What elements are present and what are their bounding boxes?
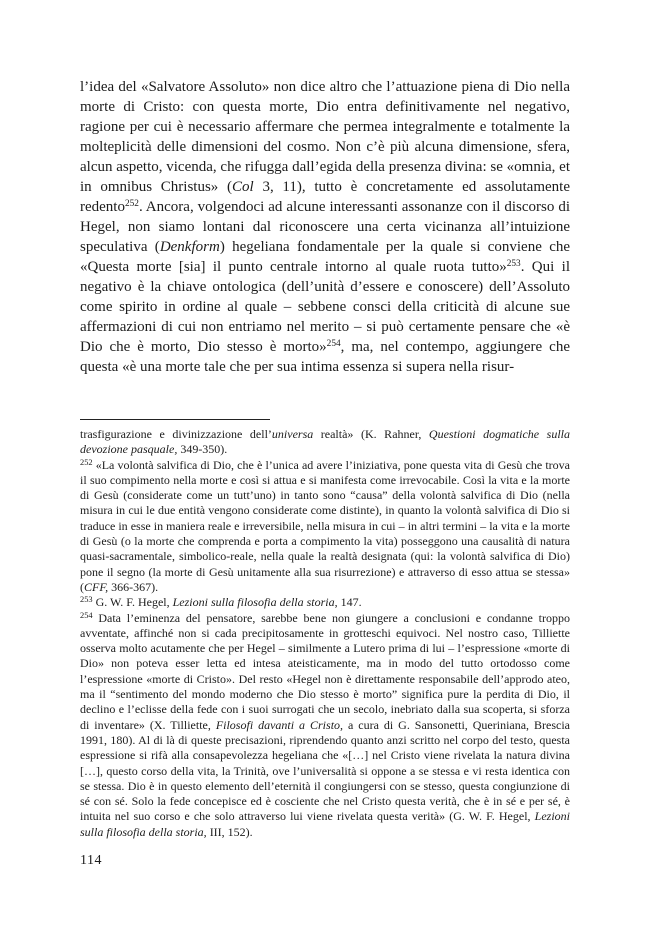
footnote-252 bbox=[80, 458, 570, 596]
body-text-segment: l’idea del «Salvatore Assoluto» non dice altro che l’attuazione piena di Dio nella morte di Cristo: con questa morte, Dio entra definitivamente nel negativo, ragione per cui è necessario affermare che permea integralmente e totalmente la molteplicità delle dimensioni del cosmo. Non c’è più alcuna dimensione, sfera, alcun aspetto, vicenda, che rifugga dall’egida della presenza divina: se «omnia, et in omnibus Christus» ( bbox=[80, 79, 570, 195]
footnote-number: 253 bbox=[80, 595, 93, 605]
page-number: 114 bbox=[80, 853, 102, 868]
body-text-segment: . Qui il negativo è la chiave ontologica (dell’unità d’essere e conoscere) dell’Assoluto come spirito in ordine al quale – sebbene consci della criticità di alcune sue affermazioni di cui non entriamo nel merito – si può certamente pensare che «è Dio che è morto, Dio stesso è morto» bbox=[80, 259, 570, 355]
footnote-text: , 147. bbox=[334, 595, 362, 610]
footnote-number: 254 bbox=[80, 610, 93, 620]
footnote-text: 349-350). bbox=[177, 442, 228, 457]
footnote-253 bbox=[80, 595, 570, 610]
footnote-continuation bbox=[80, 427, 570, 458]
footnote-254 bbox=[80, 611, 570, 840]
footnote-ref-252[interactable]: 252 bbox=[124, 198, 139, 209]
scripture-reference: Col bbox=[232, 179, 254, 195]
footnote-number: 252 bbox=[80, 457, 93, 467]
footnote-title: Lezioni sulla filosofia della storia, bbox=[80, 809, 570, 839]
italic-term: Denkform bbox=[159, 239, 220, 255]
body-text-segment: . Ancora, volgendoci ad alcune interessanti assonanze con il discorso di Hegel, non siamo lontani dal riconoscere una certa vicinanza all’intuizione speculativa ( bbox=[80, 199, 570, 255]
footnote-title: Questioni dogmatiche sulla devozione pasquale, bbox=[80, 427, 570, 457]
footnote-text: Data l’eminenza del pensatore, sarebbe bene non giungere a conclusioni e condanne troppo avventate, affinché non si cada precipitosamente in grotteschi equivoci. Nel nostro caso, Tilliette osserva molto acutamente che per Hegel – similmente a Lutero prima di lui – l’espressione «morte di Dio» non poteva esser letta ed intesa ateisticamente, ma in modo del tutto ortodosso come l’espressione «morte di Cristo». Del resto «Hegel non è direttamente responsabile dell’approdo ateo, ma il “sentimento del mondo moderno che Dio stesso è morto” significa pure la perdita di Dio, il declino e l’eclisse della fede con i suoi surrogati che un secolo, inebriato dalla sua scoperta, si sforza di inventare» (X. Tilliette, bbox=[80, 610, 570, 732]
body-text-segment: ) hegeliana fondamentale per la quale si conviene che «Questa morte [sia] il punto centrale intorno al quale ruota tutto» bbox=[80, 239, 571, 275]
footnote-text: a cura di G. Sansonetti, Queriniana, Brescia 1991, 180). Al di là di queste precisazioni, riprendendo quanto anzi scritto nel corpo del testo, questa espressione si rifà alla consapevolezza hegeliana che «[…] nel Cristo viene rivelata la natura divina […], questo corso della vita, la Trinità, ove l’universalità si oppone a se stessa e vi resta identica con se stessa. Dio è in questo elemento dell’eternità il congiungersi con se stesso, questa congiunzione di sé con sé. Solo la fede concepisce ed è cosciente che nel Cristo questa verità, che è in sé e per sé, è intuita nel suo corso e che solo attraverso lui viene rivelata questa verità» (G. W. F. Hegel, bbox=[80, 717, 570, 824]
footnote-text: G. W. F. Hegel, bbox=[92, 595, 173, 610]
body-text-segment: 3, 11), tutto è concretamente ed assolutamente redento bbox=[80, 179, 570, 215]
footnotes-section bbox=[80, 427, 570, 840]
footnote-abbreviation: CFF, bbox=[84, 579, 109, 594]
footnote-separator bbox=[80, 419, 270, 420]
footnote-text: realtà» (K. Rahner, bbox=[313, 427, 429, 441]
body-paragraph bbox=[80, 77, 570, 377]
footnote-text: «La volontà salvifica di Dio, che è l’unica ad avere l’iniziativa, pone questa vita di Gesù che trova il suo compimento nella morte e così si attua e si manifesta come irrevocabile. Così la vita e la morte di Gesù (considerate come un tutt’uno) in tanto sono “causa” della volontà salvifica di Dio (nella misura in cui le due entità vengono considerate come distinte), in quanto la volontà salvifica di Dio si traduce in esse in maniera reale e irreversibile, nella misura in cui – in altri termini – la vita e la morte di Gesù (o la morte che comprenda e porta a compimento la vita) posseggono una causalità di natura quasi-sacramentale, simbolico-reale, nella quale la realtà designata (qui: la volontà salvifica di Dio) pone il segno (la morte di Gesù unitamente alla sua risurrezione) e attraverso di esso attua se stessa» ( bbox=[80, 457, 570, 594]
footnote-italic: universa bbox=[271, 427, 314, 441]
footnote-title: Lezioni sulla filosofia della storia bbox=[172, 595, 335, 610]
footnote-text: 366-367). bbox=[108, 579, 159, 594]
footnote-ref-254[interactable]: 254 bbox=[326, 338, 341, 349]
main-text bbox=[80, 77, 570, 377]
footnote-title: Filosofi davanti a Cristo, bbox=[215, 717, 344, 732]
footnote-ref-253[interactable]: 253 bbox=[506, 258, 521, 269]
footnote-text: III, 152). bbox=[206, 824, 253, 839]
footnote-text: trasfigurazione e divinizzazione dell’ bbox=[80, 427, 272, 441]
body-text-segment: , ma, nel contempo, aggiungere che questa «è una morte tale che per sua intima essenza si supera nella risur- bbox=[80, 339, 570, 375]
